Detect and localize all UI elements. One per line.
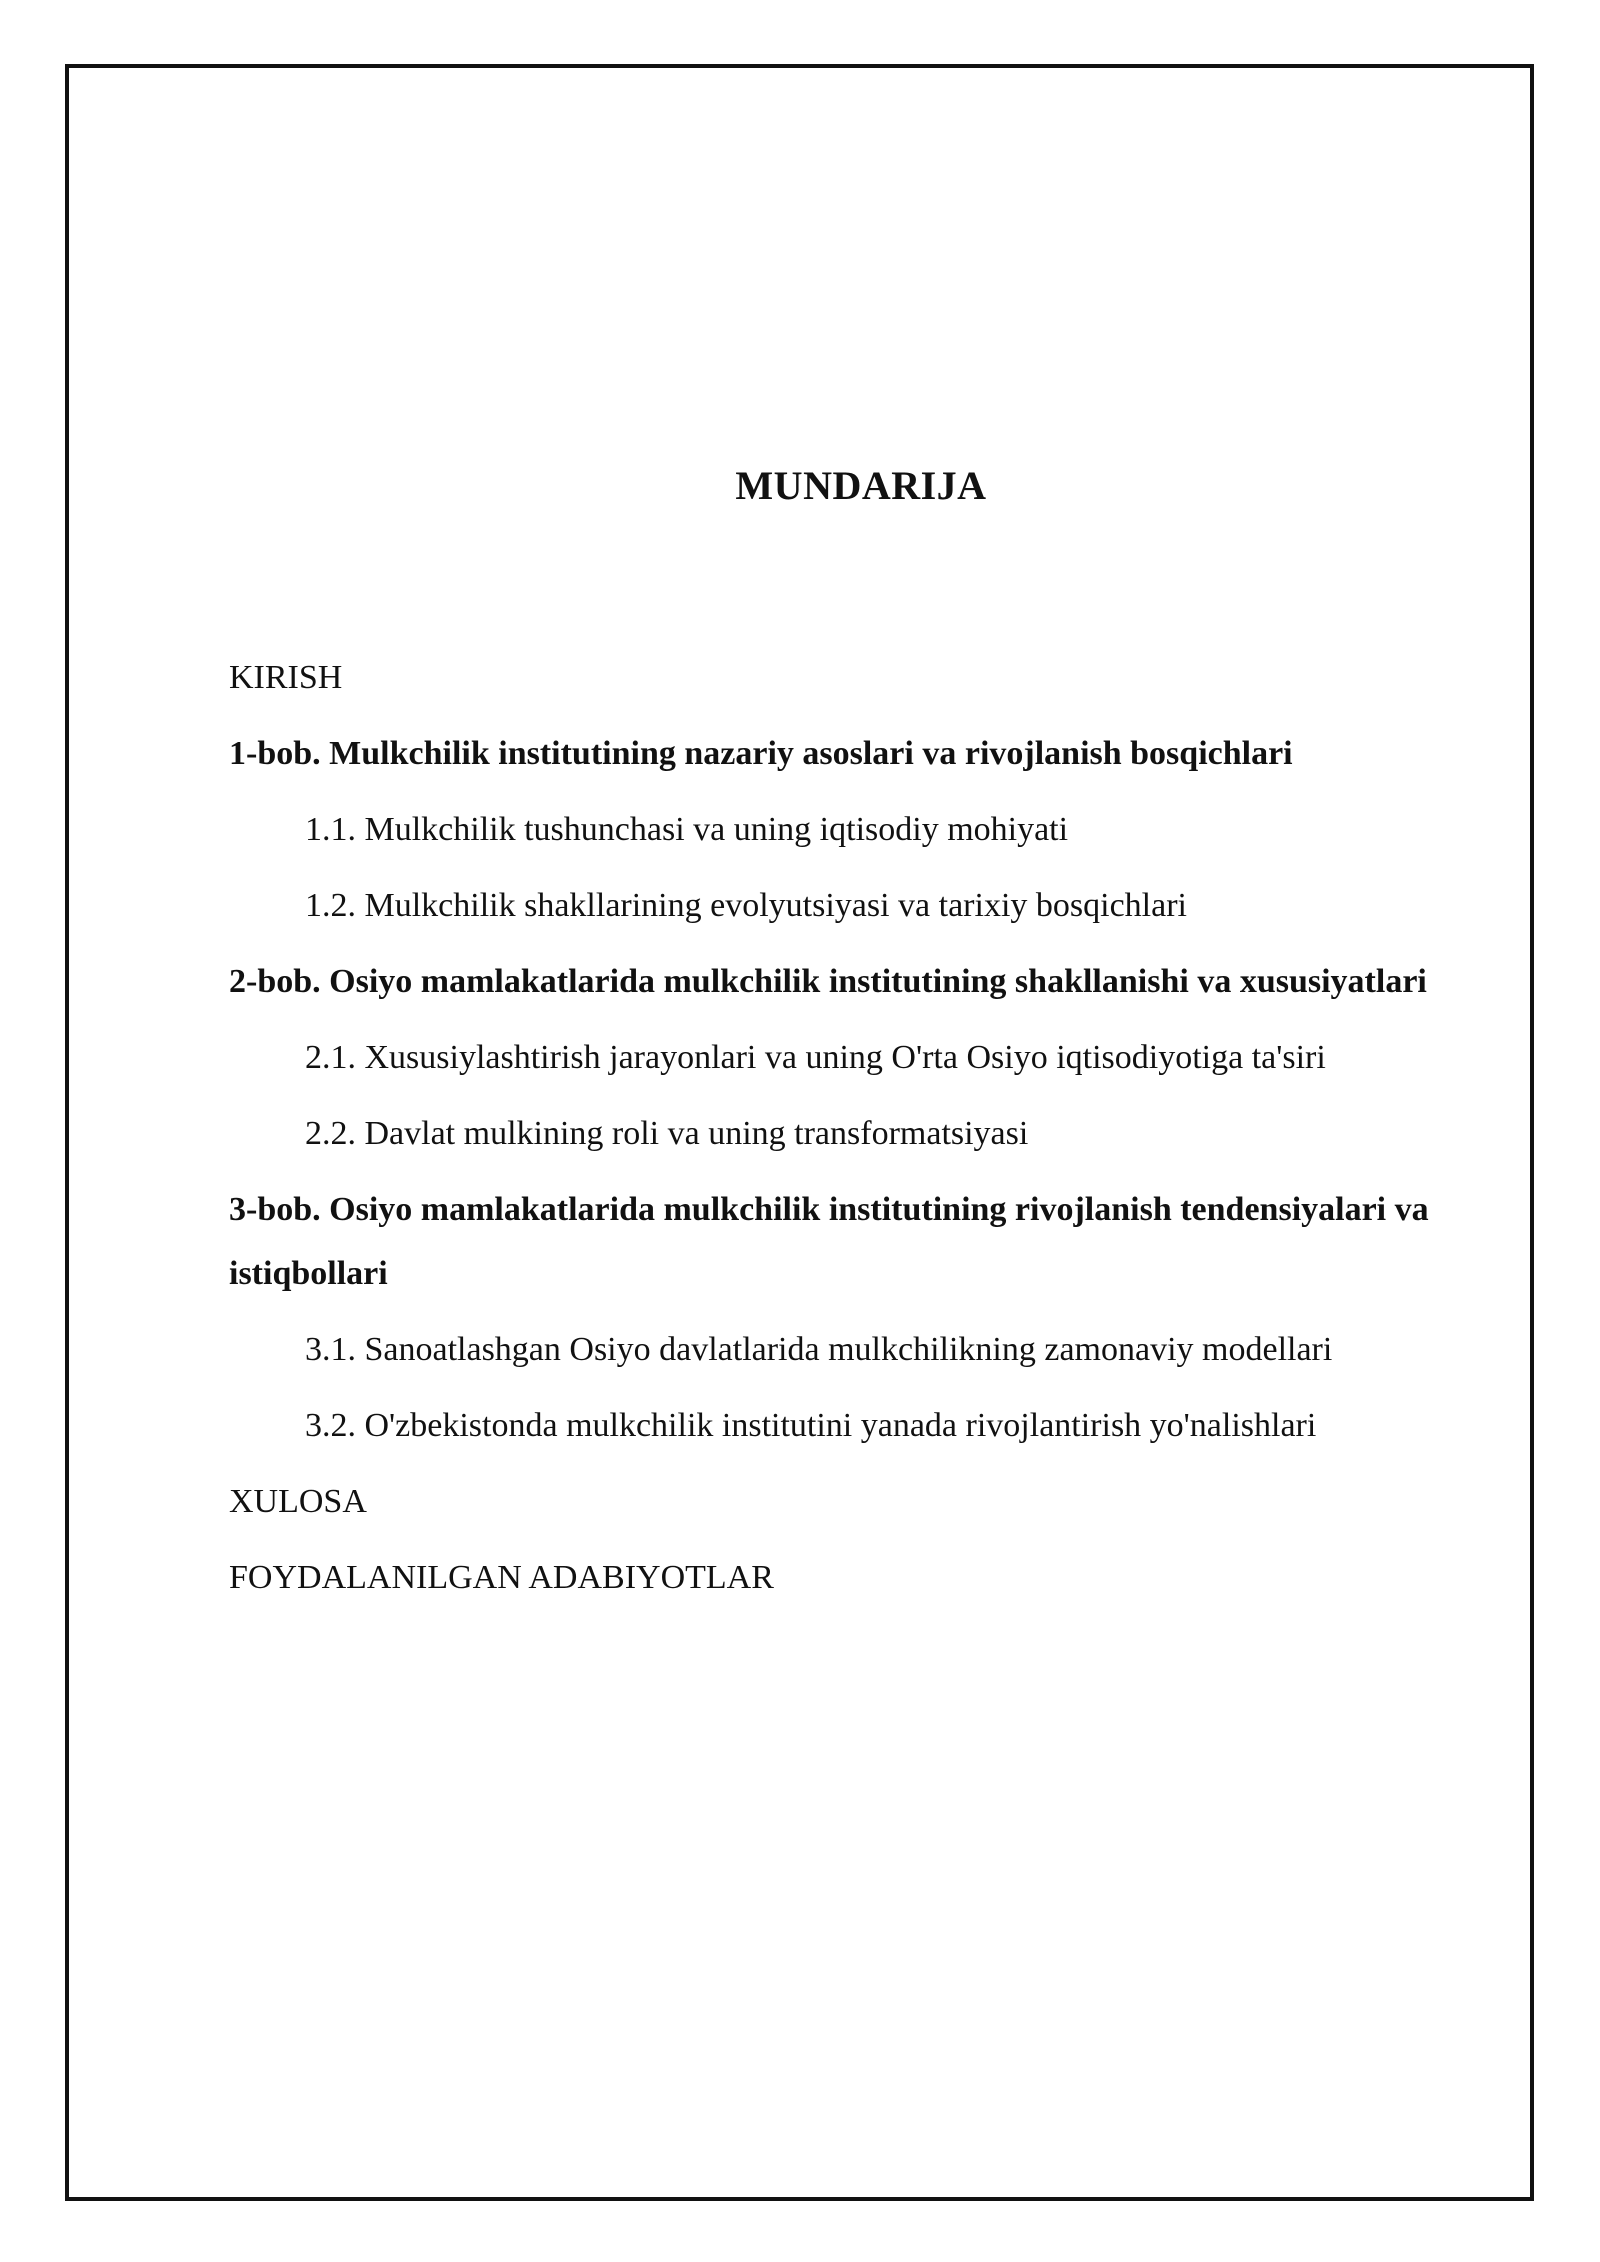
toc-section-1-2: 1.2. Mulkchilik shakllarining evolyutsiyasi va tarixiy bosqichlari (305, 887, 1187, 924)
toc-section-1-1: 1.1. Mulkchilik tushunchasi va uning iqtisodiy mohiyati (305, 811, 1069, 848)
toc-section-2-2: 2.2. Davlat mulkining roli va uning transformatsiyasi (305, 1115, 1029, 1152)
toc-section-3-2: 3.2. O'zbekistonda mulkchilik institutini yanada rivojlantirish yo'nalishlari (305, 1407, 1317, 1444)
toc-chapter-3: 3-bob. Osiyo mamlakatlarida mulkchilik institutining rivojlanish tendensiyalari va istiqbollari (229, 1191, 1429, 1292)
toc-item-kirish: KIRISH (229, 659, 343, 696)
toc-chapter-1: 1-bob. Mulkchilik institutining nazariy asoslari va rivojlanish bosqichlari (229, 735, 1293, 772)
toc-section-3-1: 3.1. Sanoatlashgan Osiyo davlatlarida mulkchilikning zamonaviy modellari (305, 1331, 1333, 1368)
page-title: MUNDARIJA (735, 463, 987, 508)
toc-item-references: FOYDALANILGAN ADABIYOTLAR (229, 1559, 774, 1596)
toc-chapter-2: 2-bob. Osiyo mamlakatlarida mulkchilik institutining shakllanishi va xususiyatlari (229, 963, 1427, 1000)
toc-item-xulosa: XULOSA (229, 1483, 367, 1520)
toc-section-2-1: 2.1. Xususiylashtirish jarayonlari va uning O'rta Osiyo iqtisodiyotiga ta'siri (305, 1039, 1326, 1076)
table-of-contents (229, 640, 1489, 1616)
